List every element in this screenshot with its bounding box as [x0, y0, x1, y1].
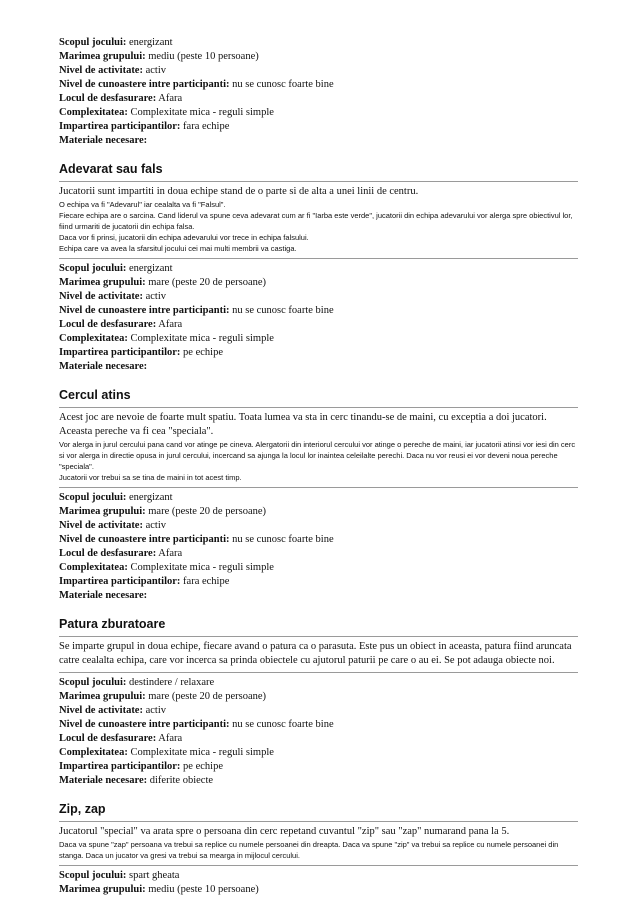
game-detail: O echipa va fi "Adevarul" iar cealalta va fi "Falsul".	[59, 200, 226, 209]
meta-row-impartire: Impartirea participantilor: pe echipe	[59, 347, 223, 358]
game-description	[59, 822, 578, 865]
meta-row-marime: Marimea grupului: mare (peste 20 de persoane)	[59, 277, 267, 288]
meta-row-loc: Locul de desfasurare: Afara	[59, 548, 183, 559]
meta-row-scop: Scopul jocului: energizant	[59, 492, 173, 503]
meta-row-activitate: Nivel de activitate: activ	[59, 705, 167, 716]
meta-row-activitate: Nivel de activitate: activ	[59, 520, 167, 531]
game-description	[59, 182, 578, 258]
game-title: Cercul atins	[59, 388, 131, 402]
meta-row-loc: Locul de desfasurare: Afara	[59, 319, 183, 330]
game-detail: Jucatorii vor trebui sa se tina de maini in tot acest timp.	[59, 473, 242, 482]
game-title: Zip, zap	[59, 802, 106, 816]
document-page	[59, 36, 578, 897]
meta-row-materiale: Materiale necesare:	[59, 135, 148, 146]
game-lead: Jucatorii sunt impartiti in doua echipe stand de o parte si de alta a unei linii de centru.	[59, 186, 419, 197]
game-meta	[59, 488, 578, 603]
meta-row-activitate: Nivel de activitate: activ	[59, 65, 167, 76]
meta-row-scop: Scopul jocului: energizant	[59, 263, 173, 274]
meta-row-scop: Scopul jocului: energizant	[59, 37, 173, 48]
game-meta	[59, 259, 578, 374]
game-detail: Vor alerga in jurul cercului pana cand vor atinge pe cineva. Alergatorii din interiorul cercului vor atinge o pereche de maini, iar jucatorii atinsi vor iesi din cerc si vor alerga in directie opusa in jurul cercului, incercand sa ajunga la locul lor inaintea celeilalte perechi. Daca nu vor reusi ei vor deveni noua pereche "speciala".	[59, 440, 576, 471]
meta-row-loc: Locul de desfasurare: Afara	[59, 733, 183, 744]
meta-row-loc: Locul de desfasurare: Afara	[59, 93, 183, 104]
meta-row-materiale: Materiale necesare:	[59, 361, 148, 372]
game-description	[59, 408, 578, 487]
game-detail: Echipa care va avea la sfarsitul jocului cei mai multi membrii va castiga.	[59, 244, 297, 253]
game-lead: Se imparte grupul in doua echipe, fiecare avand o patura ca o parasuta. Este pus un obiect in aceasta, patura fiind aruncata catre cealalta echipa, care vor incerca sa prinda obiectele cu ajutorul paturii pe care o au ei. Se pot adauga obiecte noi.	[59, 641, 572, 666]
meta-row-scop: Scopul jocului: destindere / relaxare	[59, 677, 215, 688]
meta-row-complexitate: Complexitatea: Complexitate mica - reguli simple	[59, 562, 274, 573]
game-description	[59, 637, 578, 672]
meta-row-materiale: Materiale necesare:	[59, 590, 148, 601]
meta-row-impartire: Impartirea participantilor: fara echipe	[59, 576, 230, 587]
game-meta	[59, 866, 578, 897]
meta-row-cunoastere: Nivel de cunoastere intre participanti: nu se cunosc foarte bine	[59, 79, 334, 90]
game-detail: Fiecare echipa are o sarcina. Cand liderul va spune ceva adevarat cum ar fi "Iarba este verde", jucatorii din echipa adevarului vor alerga spre obiectivul lor, fiind urmariti de jucatorii din echipa falsa.	[59, 211, 573, 231]
game-lead: Acest joc are nevoie de foarte mult spatiu. Toata lumea va sta in cerc tinandu-se de maini, cu exceptia a doi jucatori. Aceasta pereche va fi cea "speciala".	[59, 412, 547, 437]
meta-row-impartire: Impartirea participantilor: pe echipe	[59, 761, 223, 772]
meta-row-activitate: Nivel de activitate: activ	[59, 291, 167, 302]
game-lead: Jucatorul "special" va arata spre o persoana din cerc repetand cuvantul "zip" sau "zap" numarand pana la 5.	[59, 826, 510, 837]
game-detail: Daca va spune "zap" persoana va trebui sa replice cu numele persoanei din dreapta. Daca va spune "zip" va trebui sa replice cu numele persoanei din stanga. Daca un jucator va gresi va trebui sa mearga in mijlocul cercului.	[59, 840, 559, 860]
game-meta	[59, 673, 578, 788]
meta-row-materiale: Materiale necesare: diferite obiecte	[59, 775, 214, 786]
game-detail: Daca vor fi prinsi, jucatorii din echipa adevarului vor trece in echipa falsului.	[59, 233, 309, 242]
meta-row-marime: Marimea grupului: mare (peste 20 de persoane)	[59, 506, 267, 517]
meta-row-marime: Marimea grupului: mediu (peste 10 persoane)	[59, 884, 259, 895]
game-title: Adevarat sau fals	[59, 162, 163, 176]
meta-row-complexitate: Complexitatea: Complexitate mica - reguli simple	[59, 333, 274, 344]
meta-row-cunoastere: Nivel de cunoastere intre participanti: nu se cunosc foarte bine	[59, 534, 334, 545]
meta-row-scop: Scopul jocului: spart gheata	[59, 870, 180, 881]
meta-row-marime: Marimea grupului: mare (peste 20 de persoane)	[59, 691, 267, 702]
game-title: Patura zburatoare	[59, 617, 166, 631]
meta-row-complexitate: Complexitatea: Complexitate mica - reguli simple	[59, 107, 274, 118]
meta-row-cunoastere: Nivel de cunoastere intre participanti: nu se cunosc foarte bine	[59, 719, 334, 730]
meta-row-cunoastere: Nivel de cunoastere intre participanti: nu se cunosc foarte bine	[59, 305, 334, 316]
meta-row-impartire: Impartirea participantilor: fara echipe	[59, 121, 230, 132]
game-meta-top	[59, 36, 578, 148]
meta-row-marime: Marimea grupului: mediu (peste 10 persoane)	[59, 51, 259, 62]
meta-row-complexitate: Complexitatea: Complexitate mica - reguli simple	[59, 747, 274, 758]
